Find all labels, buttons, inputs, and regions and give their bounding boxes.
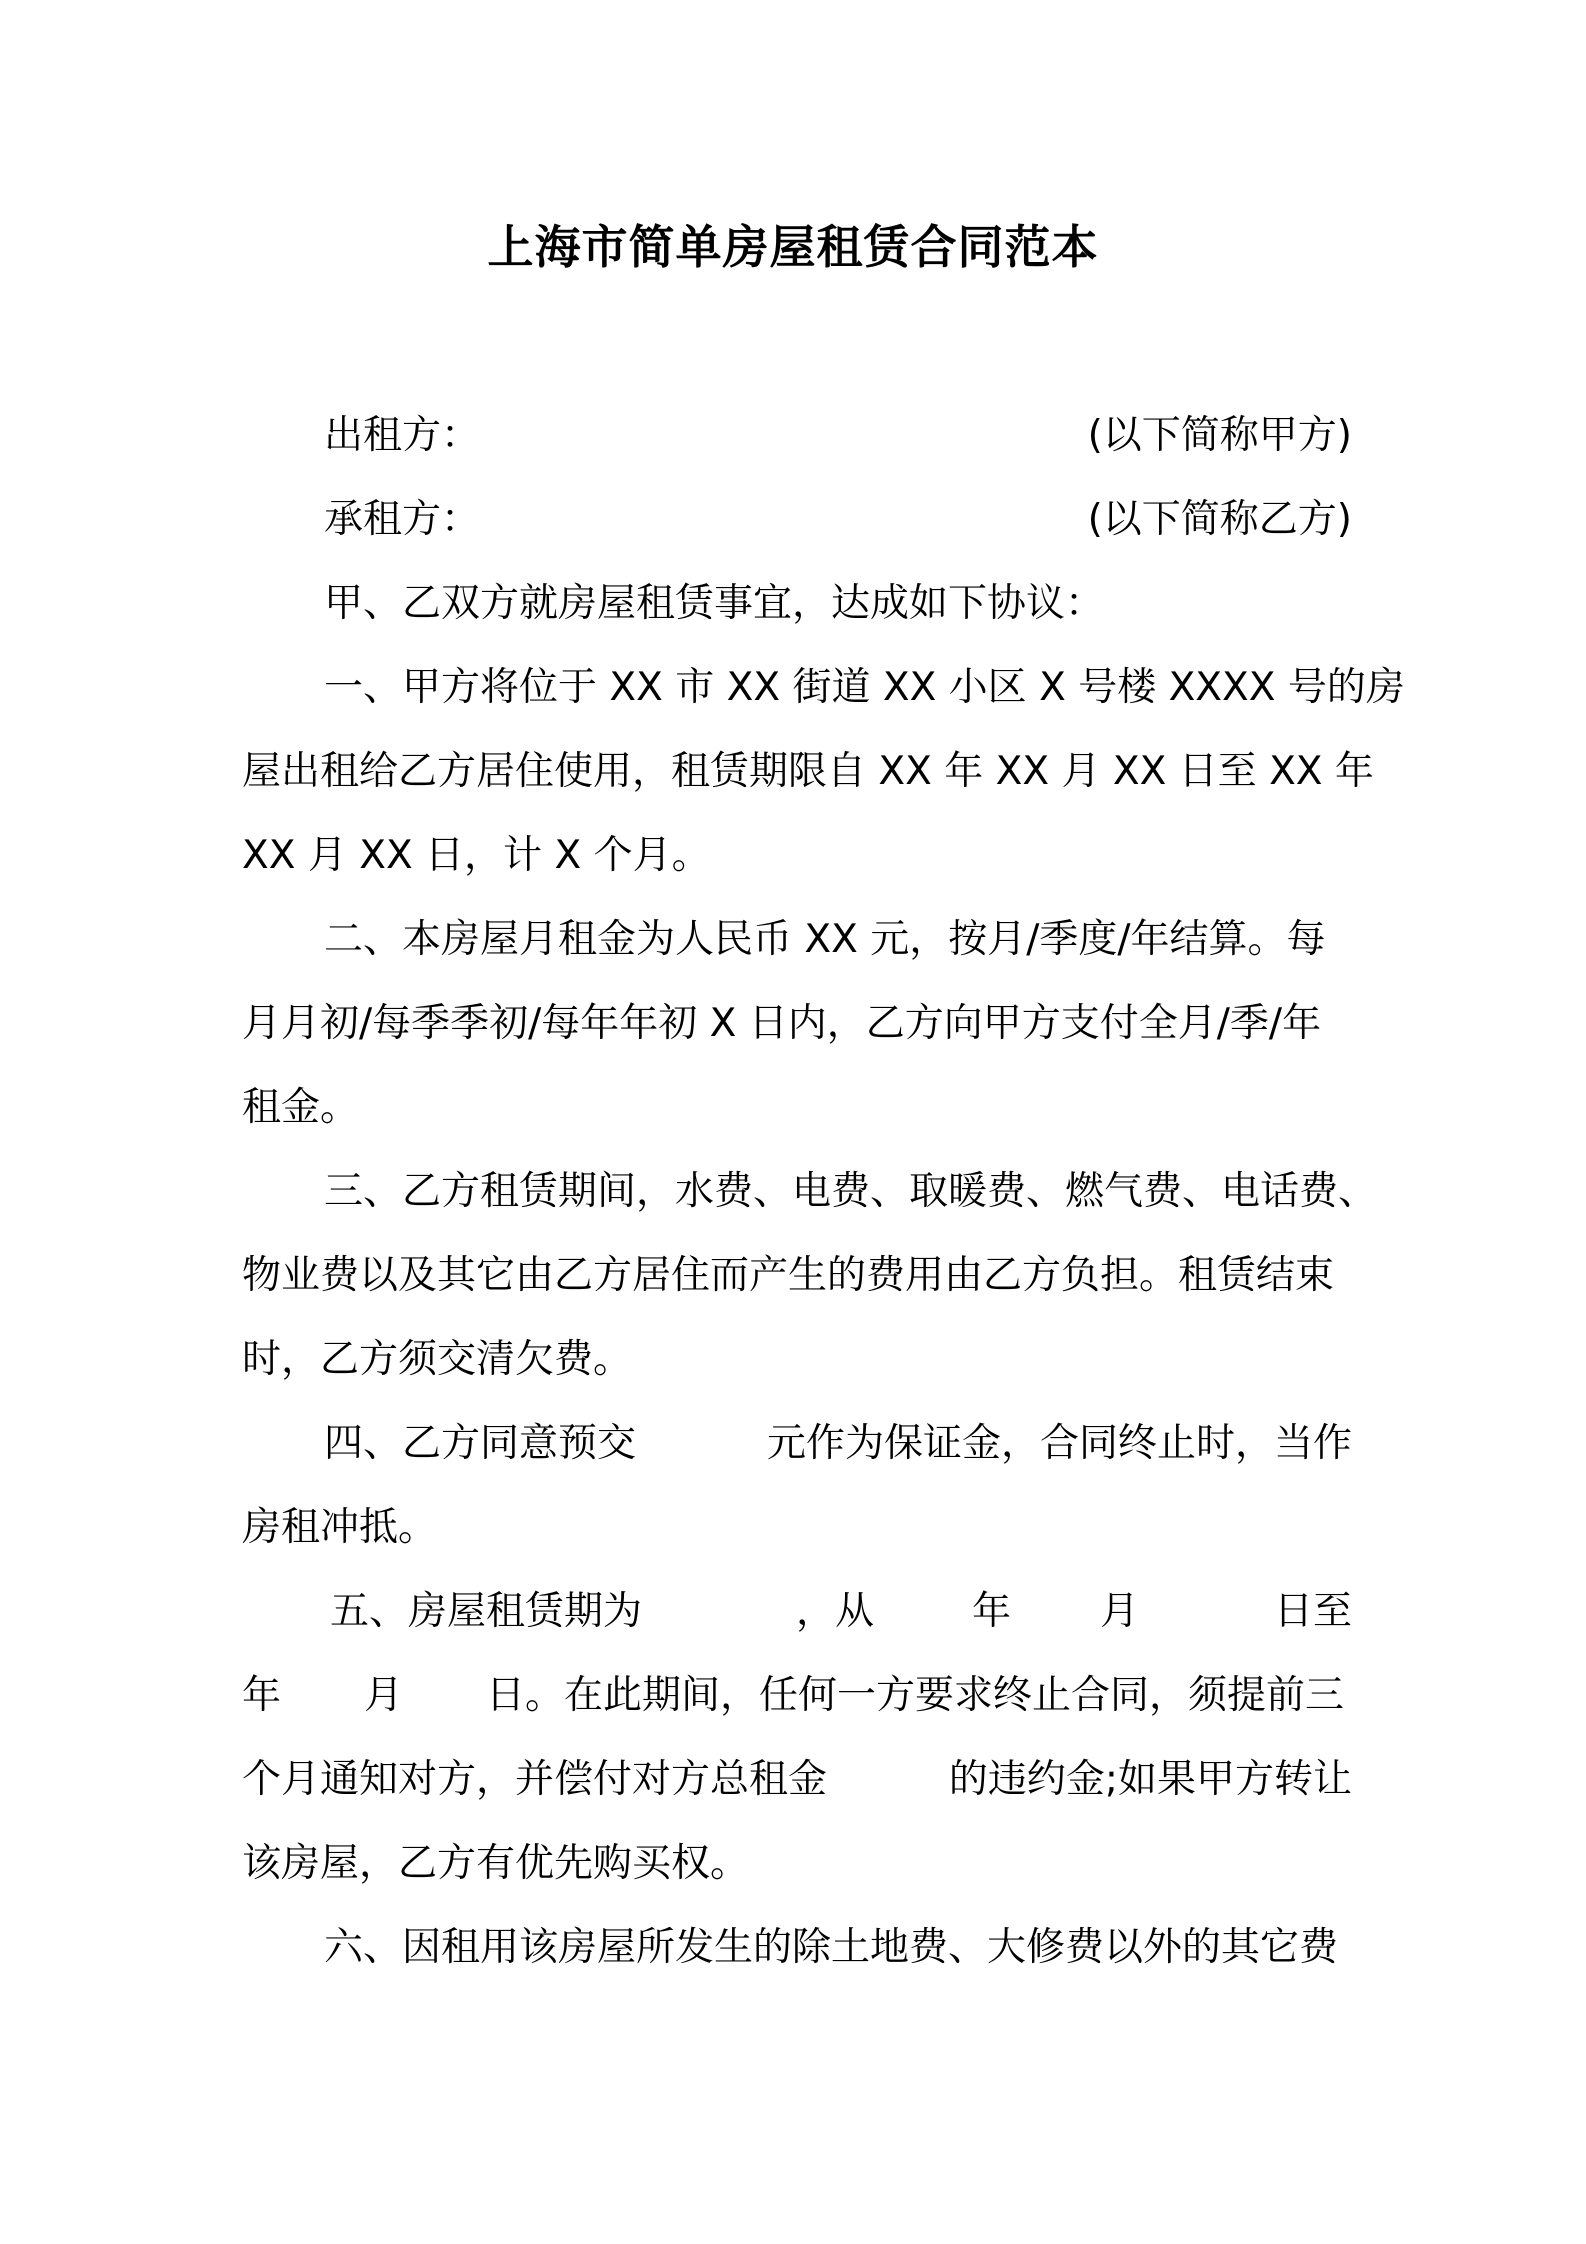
clause5-line1-part-a: 五、房屋租赁期为: [330, 1589, 643, 1634]
clause2-line3: 租金。: [242, 1085, 360, 1130]
clause5-line1-part-e: 日至: [1273, 1589, 1352, 1634]
clause5-line1-part-d: 月: [1100, 1589, 1140, 1634]
clause5-line1-part-c: 年: [972, 1589, 1012, 1634]
contract-body: [242, 394, 1405, 2044]
clause1-line1: 一、甲方将位于 XX 市 XX 街道 XX 小区 X 号楼 XXXX 号的房: [324, 665, 1405, 710]
clause3-line2: 物业费以及其它由乙方居住而产生的费用由乙方负担。租赁结束: [242, 1253, 1335, 1298]
clause1-line3: XX 月 XX 日，计 X 个月。: [242, 833, 711, 878]
lessor-label: 出租方：: [324, 413, 481, 458]
clause6-line1: 六、因租用该房屋所发生的除土地费、大修费以外的其它费: [324, 1925, 1339, 1970]
clause5-line1-part-b: ，从: [796, 1589, 875, 1634]
lessee-label: 承租方：: [324, 497, 481, 542]
clause5-line1: [242, 1570, 1352, 1654]
document-title: 上海市简单房屋租赁合同范本: [487, 220, 1099, 274]
clause5-line2-part-c: 日。在此期间，任何一方要求终止合同，须提前三: [486, 1673, 1345, 1718]
clause4-line2: 房租冲抵。: [242, 1505, 438, 1550]
clause3-line3: 时，乙方须交清欠费。: [242, 1337, 633, 1382]
clause5-line4: 该房屋，乙方有优先购买权。: [242, 1841, 750, 1886]
clause5-line2-part-b: 月: [364, 1673, 404, 1718]
lessor-abbr: (以下简称甲方): [1087, 413, 1352, 458]
clause2-line2: 月月初/每季季初/每年年初 X 日内，乙方向甲方支付全月/季/年: [242, 1001, 1322, 1046]
clause3-line1: 三、乙方租赁期间，水费、电费、取暖费、燃气费、电话费、: [324, 1169, 1378, 1214]
clause5-line3-part-b: 的违约金;如果甲方转让: [948, 1757, 1352, 1802]
clause2-line1: 二、本房屋月租金为人民币 XX 元，按月/季度/年结算。每: [324, 917, 1326, 962]
lessee-line: [242, 478, 1352, 562]
clause1-line2: 屋出租给乙方居住使用，租赁期限自 XX 年 XX 月 XX 日至 XX 年: [242, 749, 1374, 794]
intro-line: 甲、乙双方就房屋租赁事宜，达成如下协议：: [324, 581, 1105, 626]
clause5-line2-part-a: 年: [242, 1673, 282, 1718]
clause5-line2: [242, 1654, 1352, 1738]
clause4-line1-part-b: 元作为保证金，合同终止时，当作: [766, 1421, 1352, 1466]
lessor-line: [242, 394, 1352, 478]
clause5-line3: [242, 1738, 1352, 1822]
clause4-line1: [242, 1402, 1352, 1486]
clause5-line3-part-a: 个月通知对方，并偿付对方总租金: [242, 1757, 828, 1802]
lessee-abbr: (以下简称乙方): [1087, 497, 1352, 542]
clause4-line1-part-a: 四、乙方同意预交: [324, 1421, 637, 1466]
